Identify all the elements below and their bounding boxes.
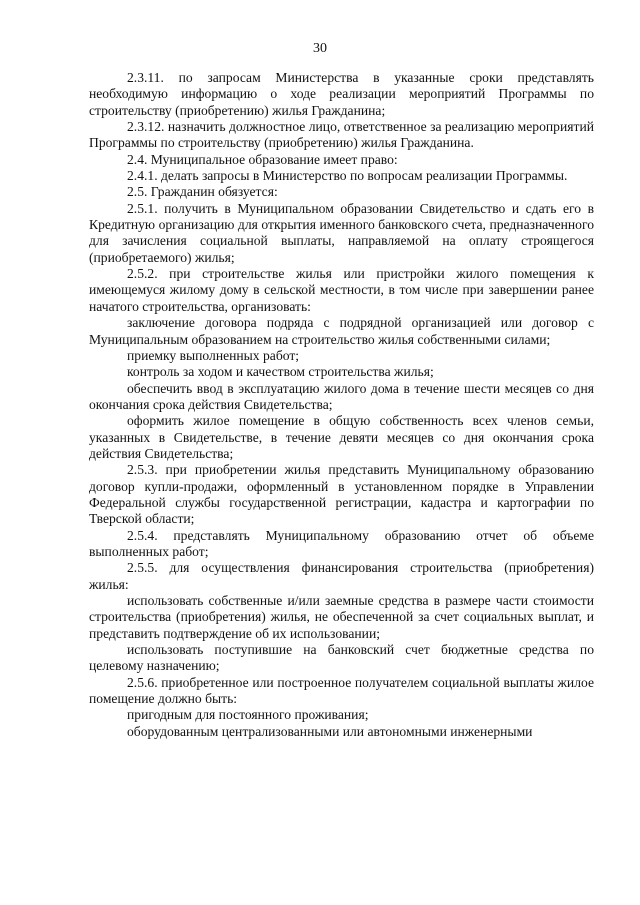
paragraph-engineering: оборудованным централизованными или автономными инженерными <box>127 723 533 739</box>
paragraph-quality-control: контроль за ходом и качеством строительства жилья; <box>127 364 434 380</box>
paragraph-2-5-1: 2.5.1. получить в Муниципальном образовании Свидетельство и сдать его в Кредитную организацию для открытия именного банковского счета, предназначенного для зачисления социальной выплаты, направляемой на оплату строящегося (приобретаемого) жилья; <box>89 200 594 265</box>
paragraph-2-3-11: 2.3.11. по запросам Министерства в указанные сроки представлять необходимую информацию о ходе реализации мероприятий Программы по строительству (приобретению) жилья Гражданина; <box>89 70 594 118</box>
paragraph-2-5-5: 2.5.5. для осуществления финансирования строительства (приобретения) жилья: <box>89 560 594 592</box>
paragraph-habitable: пригодным для постоянного проживания; <box>127 707 369 723</box>
paragraph-2-3-12: 2.3.12. назначить должностное лицо, ответственное за реализацию мероприятий Программы по строительству (приобретению) жилья Гражданина. <box>89 119 594 151</box>
paragraph-commissioning: обеспечить ввод в эксплуатацию жилого дома в течение шести месяцев со дня окончания срока действия Свидетельства; <box>89 380 594 412</box>
paragraph-ownership: оформить жилое помещение в общую собственность всех членов семьи, указанных в Свидетельстве, в течение девяти месяцев со дня окончания срока действия Свидетельства; <box>89 413 594 461</box>
paragraph-acceptance: приемку выполненных работ; <box>127 347 300 363</box>
paragraph-own-funds: использовать собственные и/или заемные средства в размере части стоимости строительства (приобретения) жилья, не обеспеченной за счет социальных выплат, и представить подтверждение об их использовании; <box>89 593 594 641</box>
paragraph-2-5-6: 2.5.6. приобретенное или построенное получателем социальной выплаты жилое помещение должно быть: <box>89 674 594 707</box>
paragraph-2-5: 2.5. Гражданин обязуется: <box>127 184 278 200</box>
paragraph-budget-funds: использовать поступившие на банковский счет бюджетные средства по целевому назначению; <box>89 642 594 674</box>
paragraph-2-4-1: 2.4.1. делать запросы в Министерство по вопросам реализации Программы. <box>127 168 568 184</box>
paragraph-2-5-2: 2.5.2. при строительстве жилья или пристройки жилого помещения к имеющемуся жилому дому в сельской местности, в том числе при завершении ранее начатого строительства, организовать: <box>89 266 594 314</box>
paragraph-2-5-4: 2.5.4. представлять Муниципальному образованию отчет об объеме выполненных работ; <box>89 527 594 559</box>
document-body <box>89 70 594 740</box>
paragraph-contract: заключение договора подряда с подрядной организацией или договор с Муниципальным образованием на строительство жилья собственными силами; <box>89 315 594 347</box>
page-number: 30 <box>313 41 327 56</box>
paragraph-2-5-3: 2.5.3. при приобретении жилья представить Муниципальному образованию договор купли-продажи, оформленный в установленном порядке в Управлении Федеральной службы государственной регистрации, кадастра и картографии по Тверской области; <box>89 462 594 527</box>
paragraph-2-4: 2.4. Муниципальное образование имеет право: <box>127 151 398 167</box>
